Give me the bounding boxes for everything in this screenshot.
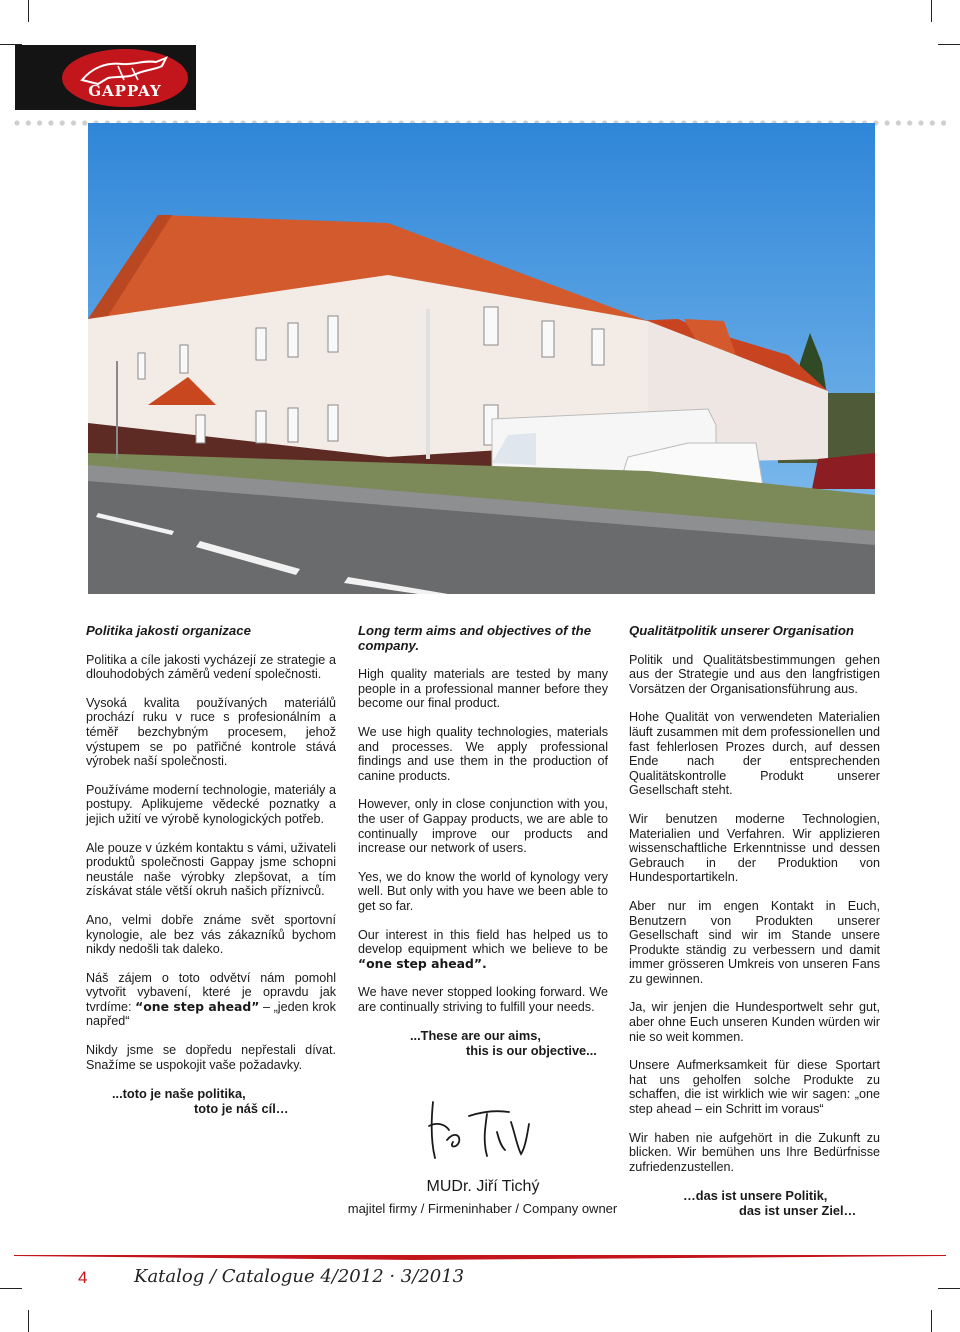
paragraph: Hohe Qualität von verwendeten Materialien läuft zusammen mit dem professionellen und fast fehlerlosen Prozes durch, auf dessen Ende nach der entsprechenden Qualitätskontrolle Produkt unserer Gesellschaft steht. [629,710,880,798]
motto-dash: – [259,999,274,1014]
company-building-photo [88,123,875,594]
crop-mark [938,44,960,45]
catalog-title: Katalog / Catalogue 4/2012 · 3/2013 [134,1266,465,1287]
column-heading: Long term aims and objectives of the company. [358,623,592,653]
czech-column [86,624,336,1116]
closing-line-2: das ist unser Ziel… [739,1203,857,1219]
column-heading: Politika jakosti organizace [86,623,251,638]
paragraph: Yes, we do know the world of kynology very well. But only with you have we been able to get so far. [358,869,608,913]
paragraph: However, only in close conjunction with you, the user of Gappay products, we are able to continually improve our products and increase our network of users. [358,797,608,856]
motto-german: „one step ahead – ein Schritt im voraus“ [629,1087,880,1117]
crop-mark [931,0,932,22]
logo-text: GAPPAY [88,82,162,100]
crop-mark [28,1310,29,1332]
closing-line-2: this is our objective... [466,1043,597,1059]
page-number: 4 [78,1268,88,1287]
paragraph: Aber nur im engen Kontakt in Euch, Benutzern von Produkten unserer Gesellschaft sind wir im Stande unsere Produkte ständig zu verbessern und damit immer grösseren Umkreis von unseren Fans zu gewinnen. [629,898,880,986]
motto-paragraph [629,1058,880,1116]
crop-mark [28,0,29,22]
motto-intro: Our interest in this field has helped us to develop equipment which we believe to be [358,927,608,957]
crop-mark [0,1288,22,1289]
closing-line-1: ...toto je naše politika, [112,1086,246,1102]
paragraph: Politika a cíle jakosti vycházejí ze strategie a dlouhodobých záměrů vedení společnosti. [86,652,336,682]
paragraph: Politik und Qualitätsbestimmungen gehen aus der Strategie und aus den langfristigen Vorsätzen der Organisationsführung aus. [629,652,880,696]
paragraph: Ja, wir jenjen die Hundesportwelt sehr gut, aber ohne Euch unseren Kunden würden wir nie so weit kommen. [629,1000,880,1044]
german-column [629,624,880,1218]
closing-line-1: ...These are our aims, [410,1028,541,1044]
column-heading: Qualitätpolitik unserer Organisation [629,623,854,638]
paragraph: Wir benutzen moderne Technologien, Materialien und Verfahren. Wir applizieren wissenschaftliche Erkenntnisse und dessen Gebrauch in der Produktion von Hundesportartikeln. [629,811,880,885]
paragraph: Vysoká kvalita používaných materiálů prochází ruku v ruce s profesionálním a téměř bezchybným procesem, jehož výstupem se po patřičné kontrole stává výrobek naší společnosti. [86,695,336,769]
handwritten-signature [425,1092,535,1164]
paragraph: We have never stopped looking forward. We are continually striving to fulfill your needs. [358,985,608,1014]
motto-intro: Náš zájem o toto odvětví nám pomohl vytvořit vybavení, které je opravdu jak tvrdíme: [86,970,336,1014]
crop-mark [938,1288,960,1289]
motto-czech: „jeden krok napřed“ [86,999,336,1029]
motto-intro: Unsere Aufmerksamkeit für diese Sportart hat uns geholfen solche Produkte zu schaffen, die ist wirklich wie wir sagen: [629,1058,880,1102]
crop-mark [931,1310,932,1332]
paragraph: Ano, velmi dobře známe svět sportovní kynologie, ale bez vás zákazníků bychom nikdy nedošli tak daleko. [86,912,336,957]
paragraph: High quality materials are tested by many people in a professional manner before they become our final product. [358,667,608,711]
signatory-role: majitel firmy / Firmeninhaber / Company owner [347,1201,618,1216]
footer-swoosh [14,1254,946,1262]
paragraph: Nikdy jsme se dopředu nepřestali dívat. Snažíme se uspokojit vaše požadavky. [86,1043,336,1072]
motto-paragraph [358,928,608,972]
motto-english: “one step ahead” [135,998,260,1014]
paragraph: Wir haben nie aufgehört in die Zukunft zu blicken. Wir bemühen uns Ihre Bedürfnisse zufriedenzustellen. [629,1130,880,1174]
english-column [358,624,608,1058]
motto-paragraph [86,971,336,1029]
motto-english: “one step ahead”. [358,955,487,971]
paragraph: We use high quality technologies, materials and processes. We apply professional findings and use them in the production of canine products. [358,724,608,783]
paragraph: Používáme moderní technologie, materiály a postupy. Aplikujeme vědecké poznatky a jejich užití ve výrobě kynologických potřeb. [86,782,336,826]
closing-line-2: toto je náš cíl… [194,1101,289,1117]
paragraph: Ale pouze v úzkém kontaktu s vámi, uživateli produktů společnosti Gappay jsme schopni neustále naše výrobky zlepšovat, a tím získávat stále větší okruh našich příznivců. [86,840,336,899]
signatory-name: MUDr. Jiří Tichý [426,1178,540,1195]
closing-line-1: …das ist unsere Politik, [683,1188,828,1204]
